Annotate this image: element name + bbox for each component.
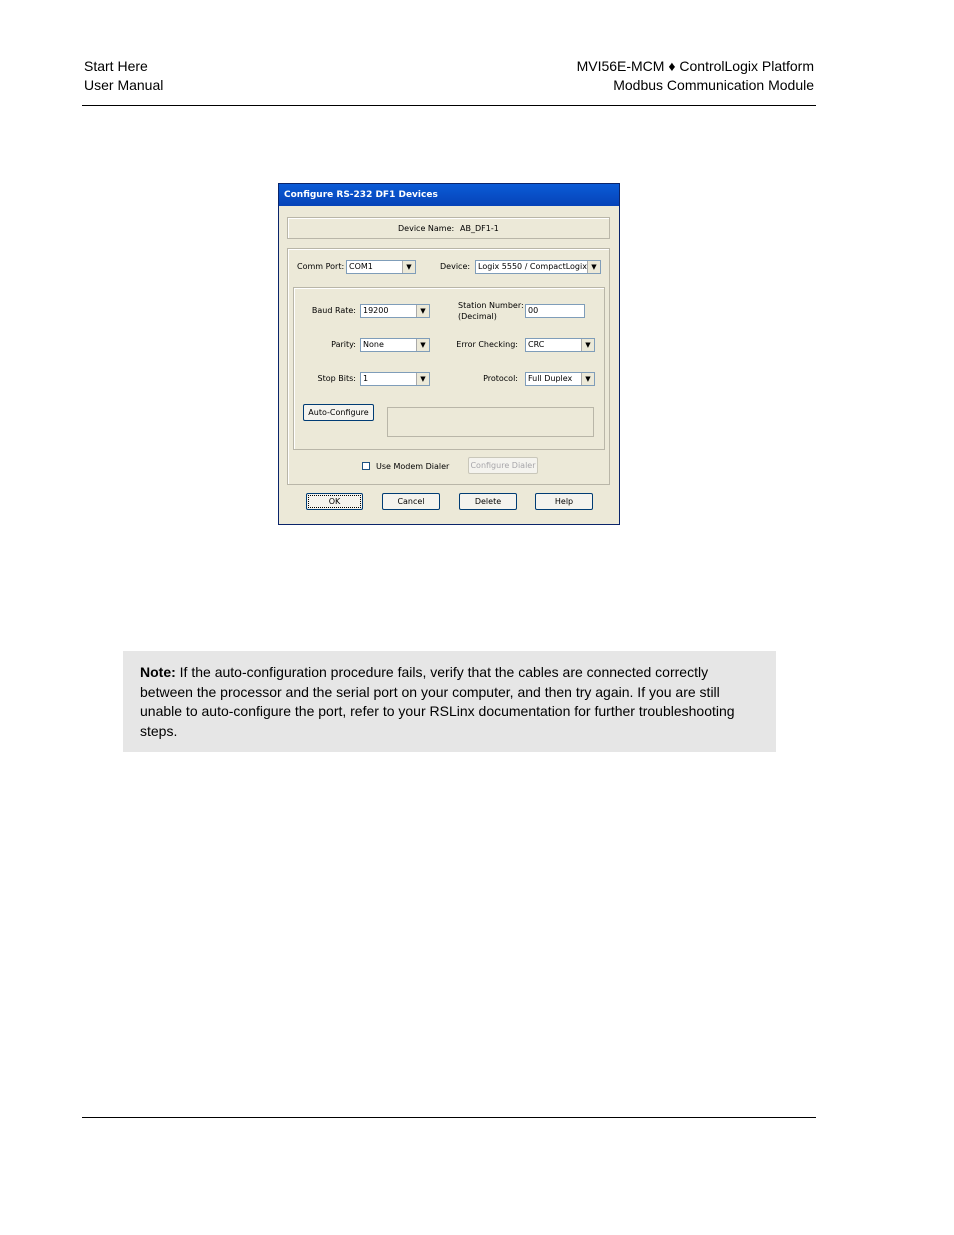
header-rule bbox=[82, 105, 816, 106]
device-label: Device: bbox=[440, 262, 471, 271]
cancel-button[interactable]: Cancel bbox=[382, 493, 440, 510]
protocol-select[interactable] bbox=[525, 372, 595, 386]
error-checking-value: CRC bbox=[528, 340, 545, 349]
serial-settings-group bbox=[293, 287, 605, 450]
error-checking-label: Error Checking: bbox=[456, 340, 518, 349]
chevron-down-icon: ▼ bbox=[416, 373, 429, 385]
header-module: Modbus Communication Module bbox=[613, 77, 814, 93]
baud-rate-label: Baud Rate: bbox=[311, 306, 356, 315]
comm-port-label: Comm Port: bbox=[297, 262, 345, 271]
note-box bbox=[123, 651, 776, 752]
stop-bits-select[interactable] bbox=[360, 372, 430, 386]
device-select[interactable] bbox=[475, 260, 601, 274]
comm-port-value: COM1 bbox=[349, 262, 373, 271]
configure-dialer-button[interactable]: Configure Dialer bbox=[468, 457, 538, 474]
baud-rate-value: 19200 bbox=[363, 306, 389, 315]
header-doc-type: User Manual bbox=[84, 77, 164, 93]
auto-configure-status bbox=[387, 407, 594, 437]
chevron-down-icon: ▼ bbox=[416, 339, 429, 351]
note-text: If the auto-configuration procedure fails, verify that the cables are connected correctly between the processor and the serial port on your computer, and then try again. If you are still unable to auto-configure the port, refer to your RSLinx documentation for further troubleshooting steps. bbox=[140, 664, 735, 739]
header-section-title: Start Here bbox=[84, 58, 148, 74]
protocol-label: Protocol: bbox=[483, 374, 518, 383]
chevron-down-icon: ▼ bbox=[402, 261, 415, 273]
device-name-label: Device Name: bbox=[398, 224, 455, 233]
note-label: Note: bbox=[140, 664, 176, 680]
station-number-input[interactable]: 00 bbox=[525, 304, 585, 318]
configure-df1-dialog bbox=[278, 183, 620, 525]
station-number-sublabel: (Decimal) bbox=[458, 312, 497, 321]
baud-rate-select[interactable] bbox=[360, 304, 430, 318]
chevron-down-icon: ▼ bbox=[587, 261, 600, 273]
footer-rule bbox=[82, 1117, 816, 1118]
delete-button[interactable]: Delete bbox=[459, 493, 517, 510]
parity-label: Parity: bbox=[331, 340, 356, 349]
error-checking-select[interactable] bbox=[525, 338, 595, 352]
header-left bbox=[84, 57, 163, 95]
chevron-down-icon: ▼ bbox=[581, 339, 594, 351]
auto-configure-button[interactable]: Auto-Configure bbox=[303, 404, 374, 421]
device-value: Logix 5550 / CompactLogix bbox=[478, 262, 587, 271]
chevron-down-icon: ▼ bbox=[416, 305, 429, 317]
stop-bits-label: Stop Bits: bbox=[317, 374, 356, 383]
parity-value: None bbox=[363, 340, 384, 349]
station-number-label: Station Number: bbox=[458, 301, 524, 310]
parity-select[interactable] bbox=[360, 338, 430, 352]
device-name-box bbox=[287, 217, 610, 239]
header-product: MVI56E-MCM ♦ ControlLogix Platform bbox=[576, 58, 814, 74]
use-modem-dialer-checkbox[interactable] bbox=[362, 462, 370, 470]
ok-button[interactable]: OK bbox=[306, 493, 363, 510]
comm-port-select[interactable] bbox=[346, 260, 416, 274]
protocol-value: Full Duplex bbox=[528, 374, 573, 383]
use-modem-dialer-label: Use Modem Dialer bbox=[376, 462, 450, 471]
header-right bbox=[577, 57, 814, 95]
dialog-title: Configure RS-232 DF1 Devices bbox=[279, 184, 619, 206]
stop-bits-value: 1 bbox=[363, 374, 369, 383]
chevron-down-icon: ▼ bbox=[581, 373, 594, 385]
help-button[interactable]: Help bbox=[535, 493, 593, 510]
settings-group bbox=[287, 248, 610, 485]
device-name-value: AB_DF1-1 bbox=[460, 224, 499, 233]
